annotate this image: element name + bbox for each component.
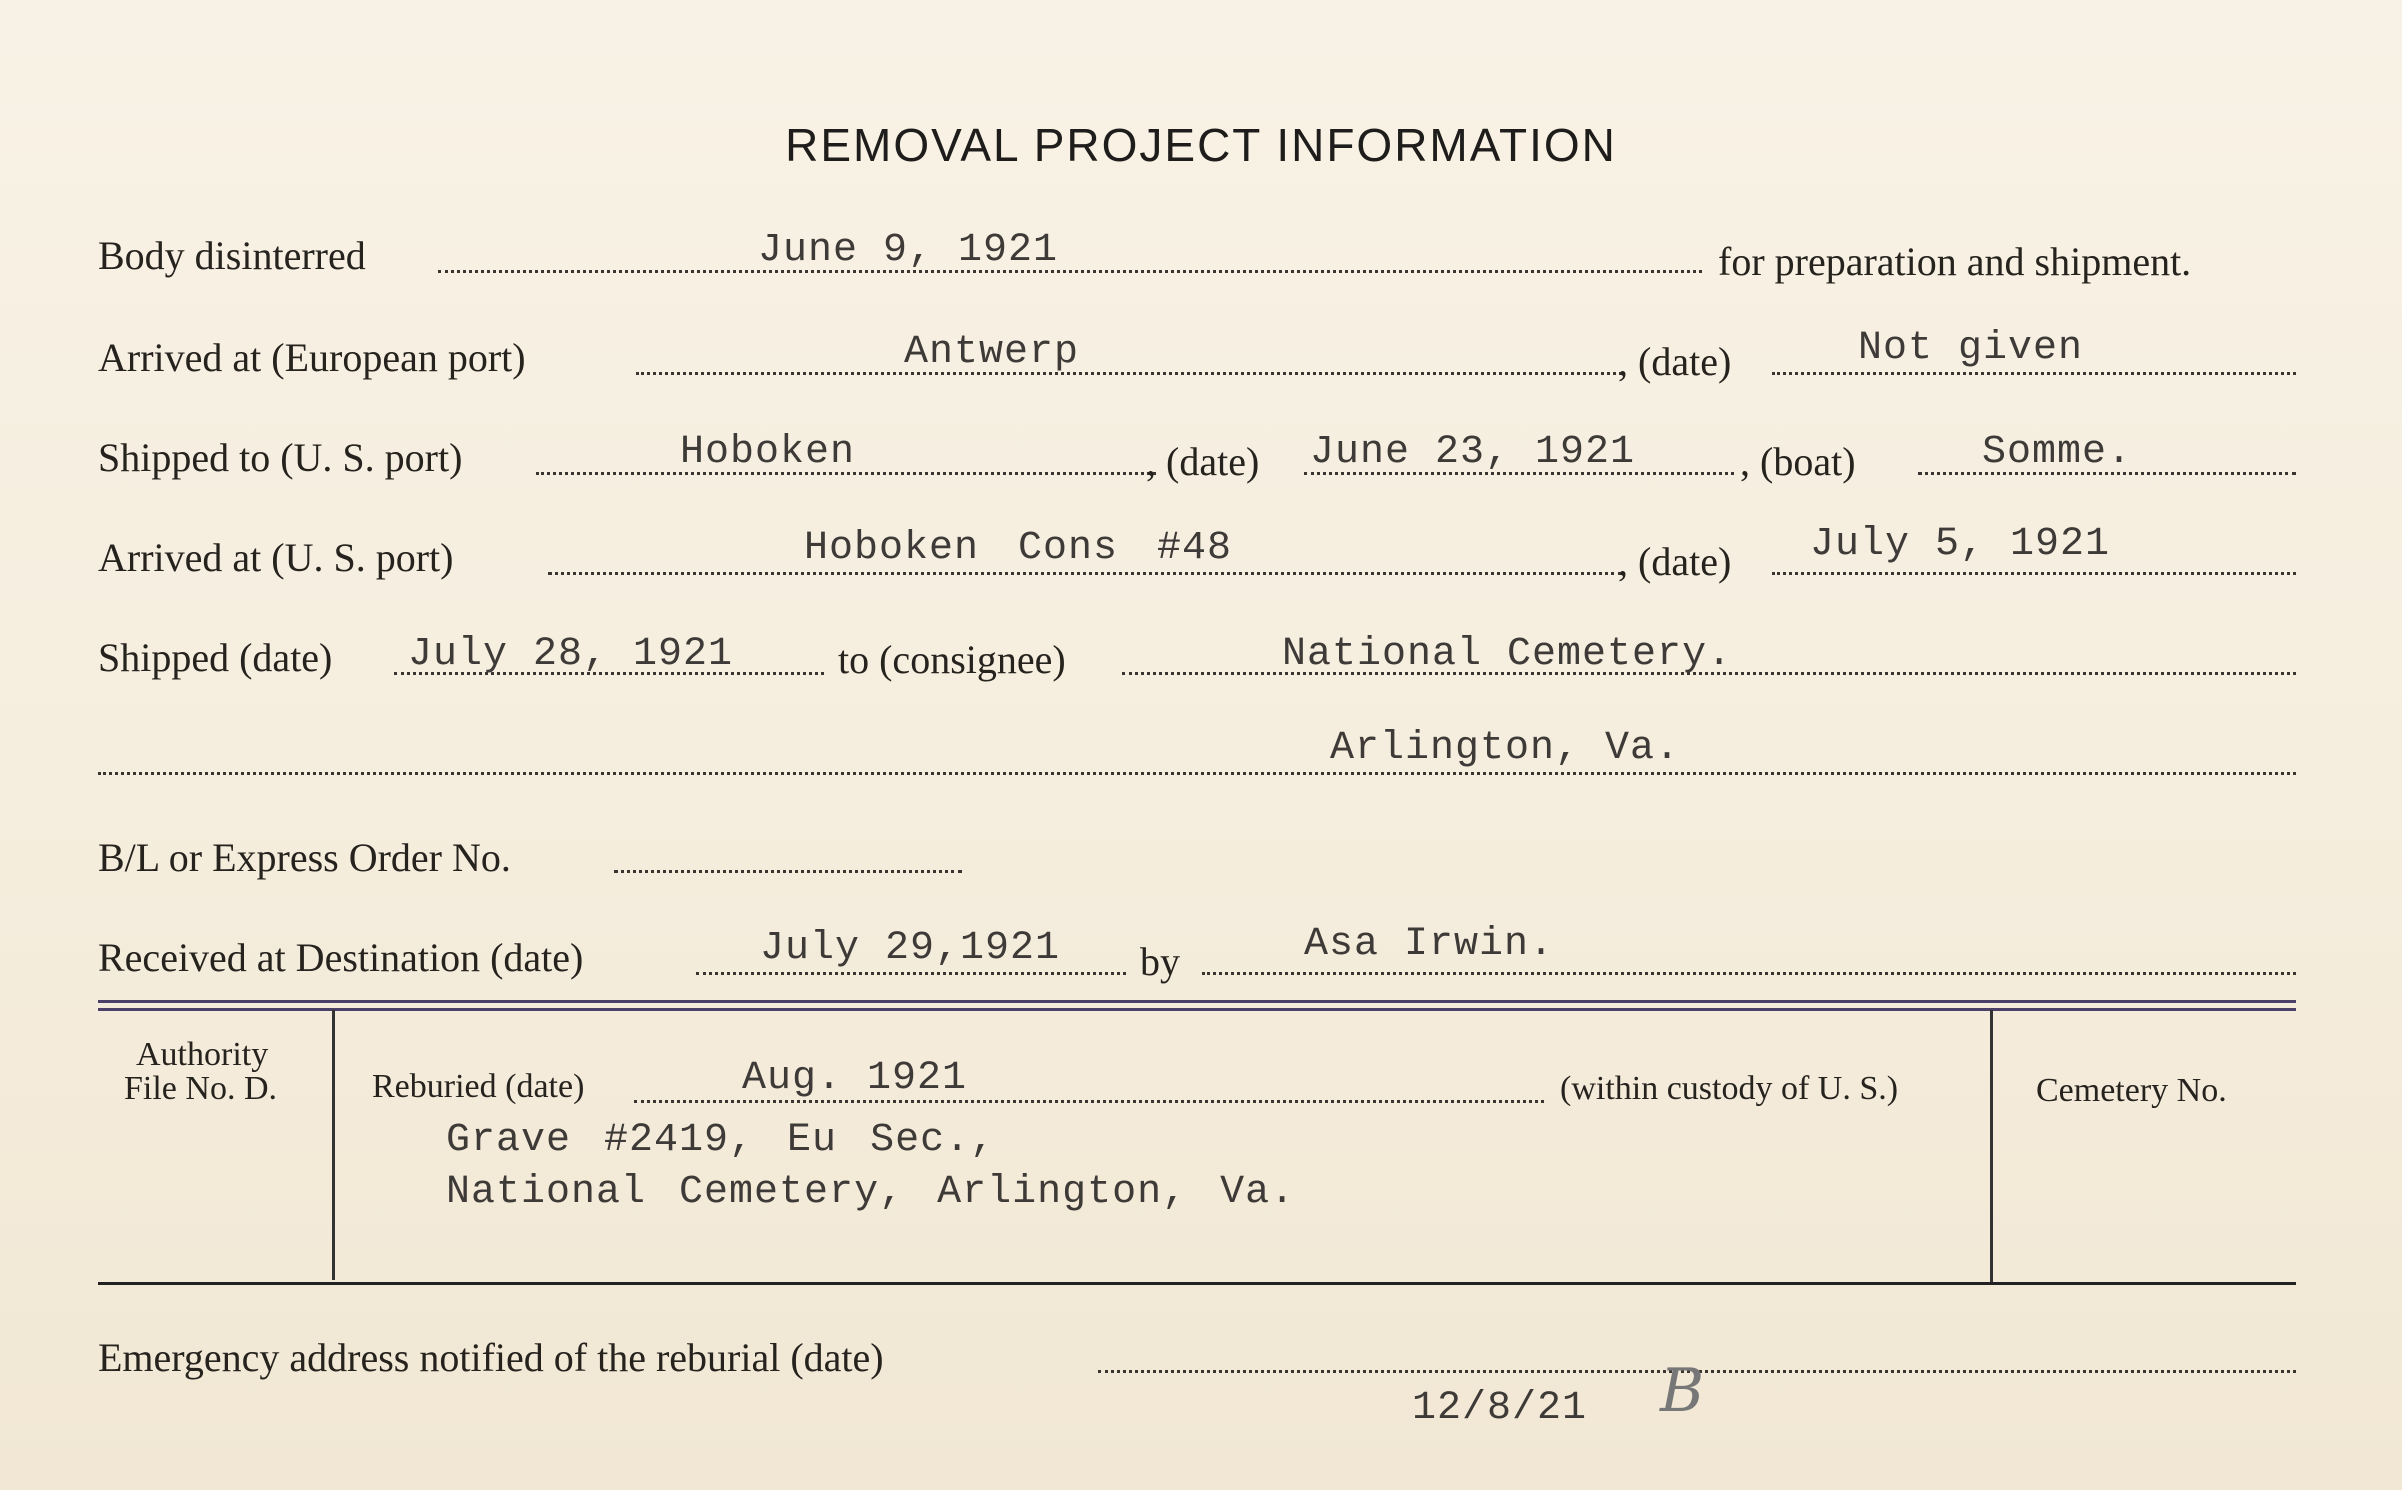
emergency-date: 12/8/21 — [1412, 1386, 1588, 1431]
received-date-line — [696, 972, 1126, 975]
label-date-3: , (date) — [1618, 539, 1732, 584]
divider-left — [332, 1010, 335, 1280]
label-arrived-european: Arrived at (European port) — [98, 335, 526, 380]
disinterred-date: June 9, 1921 — [758, 228, 1059, 273]
double-rule-bottom — [98, 1008, 2296, 1011]
arrived-us-date-line — [1772, 572, 2296, 575]
consignee-line-2 — [98, 772, 2296, 775]
european-port: Antwerp — [904, 330, 1080, 375]
bl-order-line — [614, 870, 962, 873]
shipped-date: July 28, 1921 — [408, 632, 734, 677]
received-by-line — [1202, 972, 2296, 975]
label-shipped-date: Shipped (date) — [98, 635, 333, 680]
label-by: by — [1140, 939, 1180, 984]
page-title: REMOVAL PROJECT INFORMATION — [785, 119, 1617, 171]
reburied-date: Aug. 1921 — [742, 1056, 968, 1101]
label-shipped-us-port: Shipped to (U. S. port) — [98, 435, 463, 480]
consignee: National Cemetery. — [1282, 632, 1733, 677]
grave-line-1: Grave #2419, Eu Sec., — [446, 1118, 996, 1163]
arrived-us-port: Hoboken Cons #48 — [804, 526, 1233, 571]
us-port: Hoboken — [680, 430, 856, 475]
label-authority: Authority — [136, 1036, 269, 1073]
label-date-1: , (date) — [1618, 339, 1732, 384]
label-for-preparation: for preparation and shipment. — [1718, 239, 2192, 284]
us-ship-date: June 23, 1921 — [1310, 430, 1636, 475]
european-date: Not given — [1858, 326, 2084, 371]
european-date-line — [1772, 372, 2296, 375]
label-within-custody: (within custody of U. S.) — [1560, 1070, 1899, 1107]
boat-name: Somme. — [1982, 430, 2133, 475]
grave-line-2: National Cemetery, Arlington, Va. — [446, 1170, 1296, 1215]
label-emergency: Emergency address notified of the reburial (date) — [98, 1335, 884, 1380]
consignee-line-2-text: Arlington, Va. — [1330, 726, 1681, 771]
label-bl-order: B/L or Express Order No. — [98, 835, 511, 880]
received-date: July 29,1921 — [760, 926, 1061, 971]
label-arrived-us-port: Arrived at (U. S. port) — [98, 535, 454, 580]
disinterred-line — [438, 270, 1702, 273]
box-bottom-rule — [98, 1282, 2296, 1285]
divider-right — [1990, 1010, 1993, 1285]
label-to-consignee: to (consignee) — [838, 637, 1066, 682]
label-reburied-date: Reburied (date) — [372, 1068, 585, 1105]
label-body-disinterred: Body disinterred — [98, 233, 366, 278]
european-port-line — [636, 372, 1622, 375]
label-file-no: File No. D. — [124, 1070, 277, 1107]
double-rule-top — [98, 1000, 2296, 1003]
received-by: Asa Irwin. — [1304, 922, 1555, 967]
arrived-us-port-line — [548, 572, 1622, 575]
arrived-us-date: July 5, 1921 — [1810, 522, 2111, 567]
label-boat: , (boat) — [1740, 439, 1856, 484]
handwritten-initials: B — [1660, 1356, 1705, 1426]
label-cemetery-no: Cemetery No. — [2036, 1072, 2227, 1109]
label-received-dest: Received at Destination (date) — [98, 935, 584, 980]
label-date-2: , (date) — [1146, 439, 1260, 484]
